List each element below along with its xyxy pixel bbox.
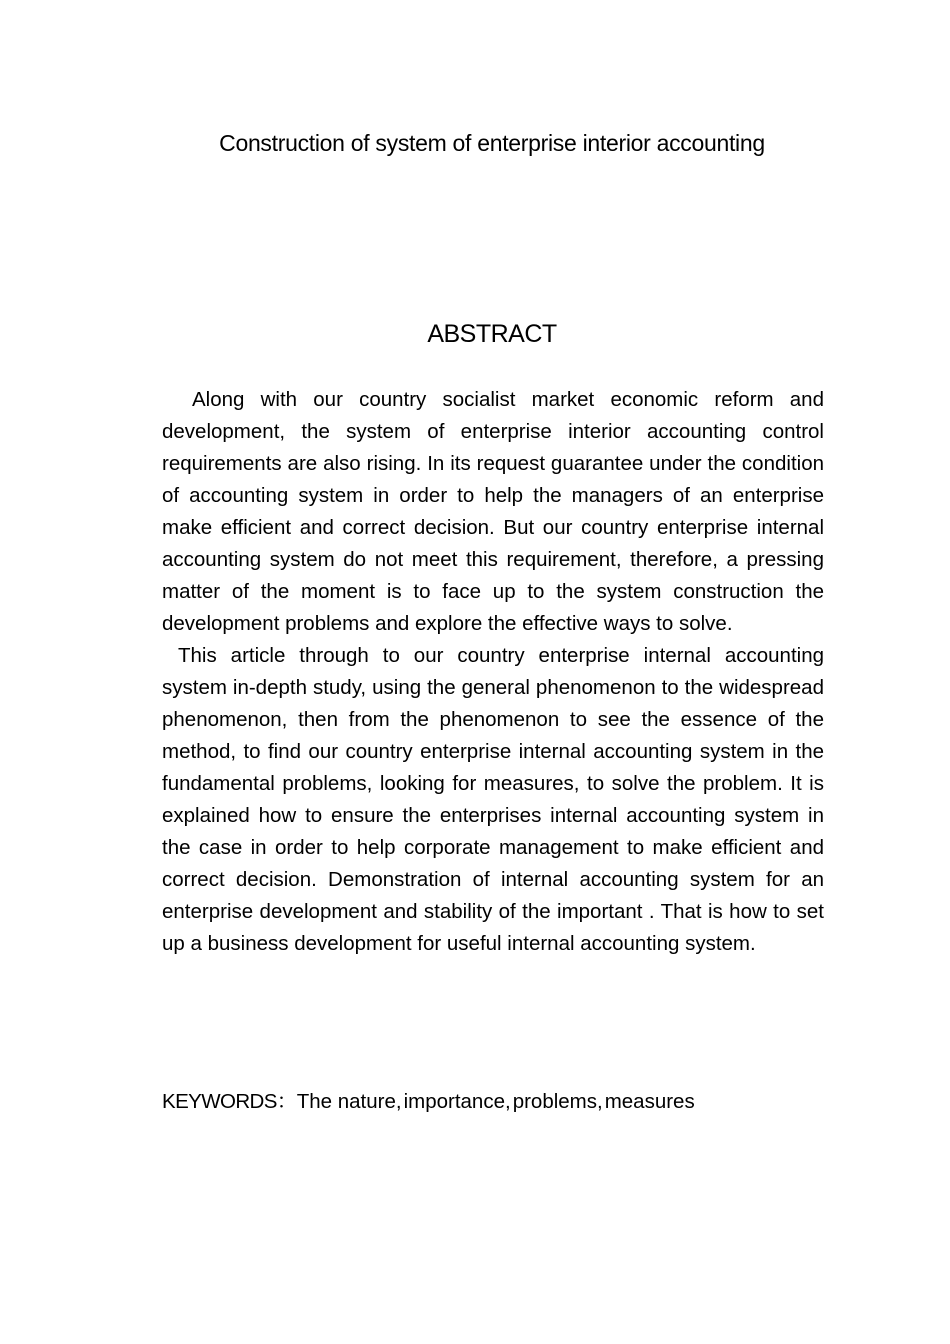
keywords-label: KEYWORDS： — [162, 1090, 297, 1113]
keyword-separator: , — [395, 1090, 402, 1113]
keyword-separator: , — [597, 1090, 603, 1113]
keyword-item: measures — [604, 1090, 695, 1113]
abstract-paragraph-2: This article through to our country enterprise internal accounting system in-depth study, using the general phenomenon to the widespread phenomenon, then from the phenomenon to see the essence of the method, to find our country enterprise internal accounting system in the fundamental problems, looking for measures, to solve the problem. It is explained how to ensure the enterprises internal accounting system in the case in order to help corporate management to make efficient and correct decision. Demonstration of internal accounting system for an enterprise development and stability of the important . That is how to set up a business development for useful internal accounting system. — [162, 644, 824, 955]
abstract-heading: ABSTRACT — [427, 320, 557, 348]
keywords-line — [162, 1086, 862, 1118]
keyword-item: problems — [512, 1090, 597, 1113]
keyword-separator: , — [504, 1090, 511, 1113]
keyword-item: The nature — [296, 1090, 396, 1113]
keyword-item: importance — [403, 1090, 505, 1113]
document-title: Construction of system of enterprise interior accounting — [219, 130, 765, 156]
abstract-body — [162, 384, 824, 960]
abstract-paragraph-1: Along with our country socialist market economic reform and development, the system of enterprise interior accounting control requirements are also rising. In its request guarantee under the condition of accounting system in order to help the managers of an enterprise make efficient and correct decision. But our country enterprise internal accounting system do not meet this requirement, therefore, a pressing matter of the moment is to face up to the system construction the development problems and explore the effective ways to solve. — [162, 388, 824, 635]
